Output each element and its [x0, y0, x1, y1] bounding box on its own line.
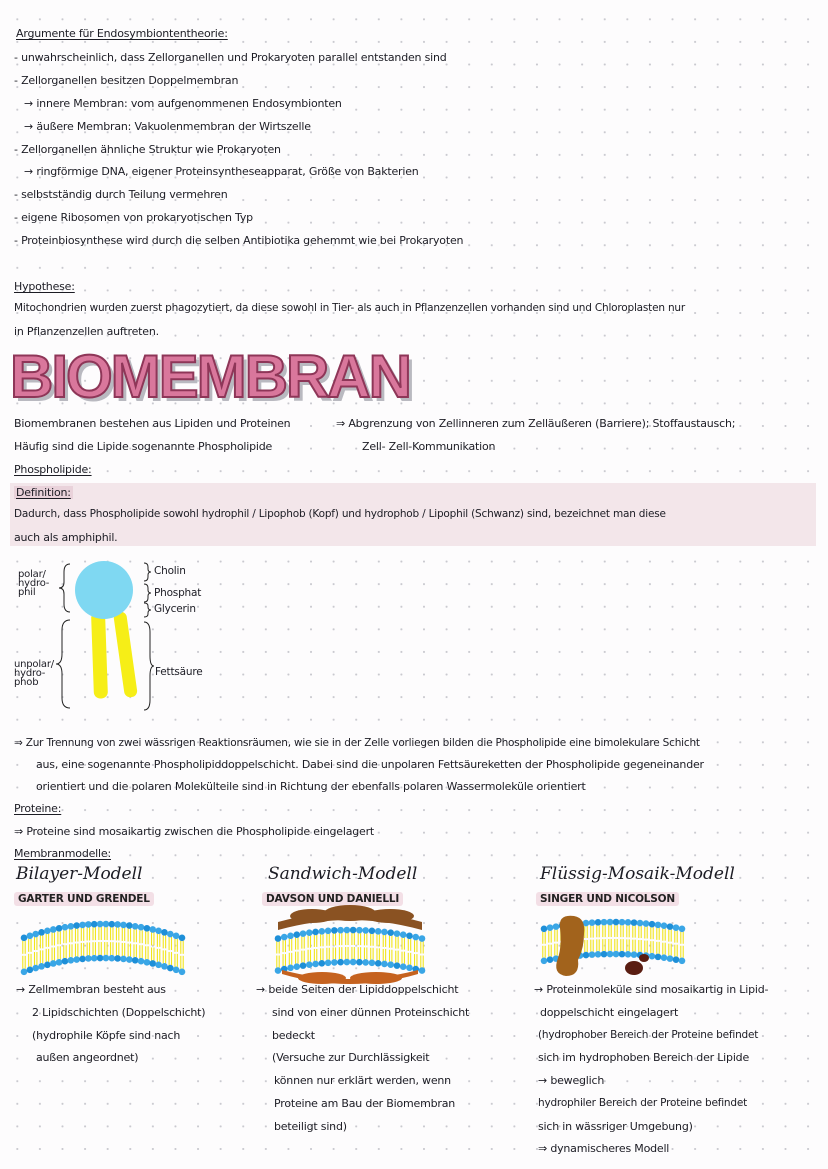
model-authors-sandwich: DAVSON UND DANIELLI [262, 892, 403, 906]
bilayer-text: ⇒ Zur Trennung von zwei wässrigen Reaktionsräumen, wie sie in der Zelle vorliegen bilden die Phospholipide eine bimolekulare Schicht [14, 737, 700, 749]
lipid-head [667, 923, 674, 930]
glycerin-brace [144, 603, 151, 617]
lipid-head [607, 951, 614, 958]
lipid-head [108, 955, 115, 962]
lipid-head [68, 923, 75, 930]
lipid-head [637, 920, 644, 927]
hypothesis-line: Mitochondrien wurden zuerst phagozytiert, da diese sowohl in Tier- als auch in Pflanzenzellen vorhanden sind und Chloroplasten nur [14, 302, 685, 314]
lipid-head [114, 921, 121, 928]
lipid-head [300, 962, 307, 969]
lipid-head [306, 961, 313, 968]
lipid-head [679, 925, 686, 932]
bilayer-text: aus, eine sogenannte Phospholipiddoppelschicht. Dabei sind die unpolaren Fettsäureketten der Phospholipide gegeneinander [36, 758, 704, 771]
lipid-head [73, 956, 80, 963]
lipid-head [625, 919, 632, 926]
lipid-head [179, 935, 186, 942]
fluid-mosaic-membrane-drawing [538, 908, 688, 984]
lipid-head [655, 954, 662, 961]
lipid-head [541, 925, 548, 932]
lipid-head [73, 922, 80, 929]
cholin-label: Cholin [154, 565, 186, 577]
lipid-head [331, 959, 338, 966]
lipid-head [312, 929, 319, 936]
definition-text: Dadurch, dass Phospholipide sowohl hydrophil / Lipophob (Kopf) und hydrophob / Lipophil (Schwanz) sind, bezeichnet man diese [14, 508, 666, 520]
lipid-head [631, 919, 638, 926]
model-title-bilayer: Bilayer-Modell [16, 864, 143, 884]
lipid-head [32, 965, 39, 972]
lipid-head [649, 953, 656, 960]
lipid-head [50, 926, 57, 933]
phospholipide-heading: Phospholipide: [14, 463, 92, 476]
lipid-head [108, 921, 115, 928]
lipid-head [607, 919, 614, 926]
model-desc-line: bedeckt [272, 1029, 315, 1042]
endosym-line: - Zellorganellen ähnliche Struktur wie Prokaryoten [14, 143, 281, 156]
model-desc-line: 2 Lipidschichten (Doppelschicht) [32, 1006, 206, 1019]
lipid-head [27, 933, 34, 940]
lipid-head [149, 960, 156, 967]
endosym-line: - unwahrscheinlich, dass Zellorganellen und Prokaryoten parallel entstanden sind [14, 51, 447, 64]
lipid-head [173, 933, 180, 940]
model-desc-line: sich im hydrophoben Bereich der Lipide [538, 1051, 750, 1064]
lipid-head [27, 967, 34, 974]
lipid-head [631, 951, 638, 958]
model-desc-line: (hydrophober Bereich der Proteine befindet [538, 1029, 759, 1041]
lipid-head [79, 956, 86, 963]
lipid-head [97, 955, 104, 962]
model-desc-line: sind von einer dünnen Proteinschicht [272, 1006, 470, 1019]
proteine-text: ⇒ Proteine sind mosaikartig zwischen die Phospholipide eingelagert [14, 825, 375, 838]
lipid-head [350, 927, 357, 934]
proteine-heading: Proteine: [14, 802, 62, 815]
lipid-head [275, 935, 282, 942]
lipid-head [595, 951, 602, 958]
lipid-head [281, 934, 288, 941]
lipid-head [679, 957, 686, 964]
lipid-head [155, 962, 162, 969]
cholin-brace [144, 563, 151, 581]
lipid-head [179, 969, 186, 976]
lipid-head [21, 969, 28, 976]
lipid-head [293, 931, 300, 938]
lipid-head [595, 919, 602, 926]
lipid-head [613, 951, 620, 958]
sandwich-membrane-drawing [272, 908, 428, 984]
model-desc-line: (hydrophile Köpfe sind nach [32, 1029, 181, 1042]
lipid-head [38, 929, 45, 936]
lipid-head [300, 930, 307, 937]
lipid-head [667, 955, 674, 962]
lipid-head [344, 959, 351, 966]
model-desc-line: → Proteinmoleküle sind mosaikartig in Lipid- [534, 983, 769, 996]
endosym-line: → äußere Membran: Vakuolenmembran der Wirtszelle [24, 120, 311, 133]
fettsaeure-label: Fettsäure [155, 666, 203, 678]
peripheral-protein [625, 961, 643, 975]
lipid-head [375, 960, 382, 967]
lipid-head [132, 923, 139, 930]
lipid-head [387, 929, 394, 936]
tail-left [92, 612, 108, 698]
lipid-head [601, 951, 608, 958]
lipid-head [394, 962, 401, 969]
intro-text: Zell- Zell-Kommunikation [362, 440, 496, 453]
lipid-head [583, 952, 590, 959]
lipid-head [144, 925, 151, 932]
endosym-line: → innere Membran: vom aufgenommenen Endosymbionten [24, 97, 342, 110]
lipid-head [369, 959, 376, 966]
fettsaeure-brace [144, 622, 154, 710]
lipid-head [400, 931, 407, 938]
lipid-head [619, 919, 626, 926]
lipid-head [126, 922, 133, 929]
lipid-head [275, 967, 282, 974]
lipid-head [319, 960, 326, 967]
lipid-head [419, 935, 426, 942]
endosym-heading: Argumente für Endosymbiontentheorie: [16, 27, 228, 40]
unpolar-brace [56, 620, 70, 708]
phospholipid-head [75, 561, 133, 619]
endosym-line: - eigene Ribosomen von prokaryotischen Typ [14, 211, 253, 224]
membranmodelle-heading: Membranmodelle: [14, 847, 111, 860]
lipid-head [541, 957, 548, 964]
lipid-head [287, 933, 294, 940]
lipid-head [85, 921, 92, 928]
lipid-head [56, 925, 63, 932]
lipid-head [138, 924, 145, 931]
lipid-head [356, 959, 363, 966]
lipid-head [649, 921, 656, 928]
lipid-head [144, 959, 151, 966]
lipid-head [161, 929, 168, 936]
tail-right [113, 611, 138, 698]
lipid-head [167, 965, 174, 972]
model-desc-line: → Zellmembran besteht aus [16, 983, 166, 996]
lipid-head [155, 928, 162, 935]
lipid-head [103, 955, 110, 962]
lipid-head [362, 927, 369, 934]
lipid-head [114, 955, 121, 962]
lipid-head [97, 921, 104, 928]
lipid-head [337, 927, 344, 934]
lipid-head [331, 927, 338, 934]
lipid-head [661, 954, 668, 961]
lipid-head [44, 962, 51, 969]
model-title-fluid-mosaic: Flüssig-Mosaik-Modell [540, 864, 735, 884]
lipid-head [406, 933, 413, 940]
definition-text: auch als amphiphil. [14, 531, 118, 544]
polar-brace [59, 564, 70, 612]
lipid-head [68, 957, 75, 964]
lipid-head [387, 961, 394, 968]
endosym-line: → ringförmige DNA, eigener Proteinsyntheseapparat, Größe von Bakterien [24, 165, 419, 178]
model-desc-line: außen angeordnet) [36, 1051, 139, 1064]
intro-text: Biomembranen bestehen aus Lipiden und Proteinen [14, 417, 291, 430]
lipid-head [553, 923, 560, 930]
lipid-head [589, 919, 596, 926]
lipid-head [661, 922, 668, 929]
model-desc-line: hydrophiler Bereich der Proteine befindet [538, 1097, 748, 1109]
page-title: BIOMEMBRAN [10, 343, 410, 410]
lipid-head [375, 928, 382, 935]
lipid-head [293, 963, 300, 970]
model-title-sandwich: Sandwich-Modell [268, 864, 418, 884]
model-desc-line: können nur erklärt werden, wenn [274, 1074, 451, 1087]
lipid-head [655, 922, 662, 929]
definition-heading: Definition: [16, 486, 71, 499]
lipid-head [85, 955, 92, 962]
lipid-head [319, 928, 326, 935]
glycerin-label: Glycerin [154, 603, 196, 615]
lipid-head [369, 927, 376, 934]
lipid-head [103, 921, 110, 928]
lipid-head [161, 963, 168, 970]
lipid-head [400, 963, 407, 970]
lipid-head [120, 956, 127, 963]
lipid-head [120, 922, 127, 929]
lipid-head [126, 956, 133, 963]
lipid-head [613, 919, 620, 926]
lipid-head [673, 956, 680, 963]
intro-text: ⇒ Abgrenzung von Zellinneren zum Zelläußeren (Barriere); Stoffaustausch; [336, 417, 736, 430]
model-desc-line: (Versuche zur Durchlässigkeit [272, 1051, 430, 1064]
lipid-head [547, 924, 554, 931]
bilayer-membrane-drawing [18, 912, 188, 974]
lipid-head [312, 961, 319, 968]
model-desc-line: doppelschicht eingelagert [540, 1006, 679, 1019]
model-desc-line: ⇒ dynamischeres Modell [538, 1142, 670, 1155]
lipid-head [419, 967, 426, 974]
lipid-head [50, 960, 57, 967]
bilayer-text: orientiert und die polaren Molekülteile sind in Richtung der ebenfalls polaren Wassermoleküle orientiert [36, 780, 586, 793]
model-desc-line: → beide Seiten der Lipiddoppelschicht [256, 983, 459, 996]
lipid-head [91, 955, 98, 962]
lipid-head [350, 959, 357, 966]
lipid-head [394, 930, 401, 937]
lipid-head [325, 927, 332, 934]
model-authors-bilayer: GARTER UND GRENDEL [14, 892, 154, 906]
protein-blob [366, 909, 414, 923]
lipid-head [149, 926, 156, 933]
lipid-head [173, 967, 180, 974]
model-authors-fluid-mosaic: SINGER UND NICOLSON [536, 892, 679, 906]
lipid-head [589, 951, 596, 958]
lipid-head [32, 931, 39, 938]
unpolar-label: unpolar/ hydro- phob [14, 659, 54, 688]
lipid-head [412, 934, 419, 941]
hypothesis-line: in Pflanzenzellen auftreten. [14, 325, 159, 338]
lipid-head [38, 963, 45, 970]
lipid-head [79, 922, 86, 929]
intro-text: Häufig sind die Lipide sogenannte Phospholipide [14, 440, 273, 453]
lipid-head [306, 929, 313, 936]
model-desc-line: Proteine am Bau der Biomembran [274, 1097, 456, 1110]
lipid-head [44, 928, 51, 935]
lipid-head [62, 958, 69, 965]
model-desc-line: → beweglich [538, 1074, 605, 1087]
lipid-head [62, 924, 69, 931]
endosym-line: - Zellorganellen besitzen Doppelmembran [14, 74, 239, 87]
lipid-head [381, 929, 388, 936]
lipid-head [138, 958, 145, 965]
lipid-head [344, 927, 351, 934]
lipid-head [362, 959, 369, 966]
lipid-head [21, 935, 28, 942]
lipid-head [91, 921, 98, 928]
lipid-head [643, 920, 650, 927]
lipid-head [56, 959, 63, 966]
phosphat-label: Phosphat [154, 587, 202, 599]
integral-protein [556, 916, 584, 976]
lipid-head [406, 965, 413, 972]
lipid-head [287, 965, 294, 972]
peripheral-protein [639, 954, 649, 962]
lipid-head [547, 956, 554, 963]
polar-label: polar/ hydro- phil [18, 569, 50, 598]
lipid-head [381, 961, 388, 968]
hypothesis-heading: Hypothese: [14, 280, 75, 293]
lipid-head [337, 959, 344, 966]
lipid-head [673, 924, 680, 931]
lipid-head [132, 957, 139, 964]
endosym-line: - selbstständig durch Teilung vermehren [14, 188, 228, 201]
lipid-head [619, 951, 626, 958]
phosphat-brace [144, 584, 151, 602]
lipid-head [601, 919, 608, 926]
lipid-head [625, 951, 632, 958]
endosym-line: - Proteinbiosynthese wird durch die selben Antibiotika gehemmt wie bei Prokaryoten [14, 234, 464, 247]
model-desc-line: beteiligt sind) [274, 1120, 347, 1133]
lipid-head [356, 927, 363, 934]
lipid-head [325, 959, 332, 966]
model-desc-line: sich in wässriger Umgebung) [538, 1120, 693, 1133]
lipid-head [167, 931, 174, 938]
